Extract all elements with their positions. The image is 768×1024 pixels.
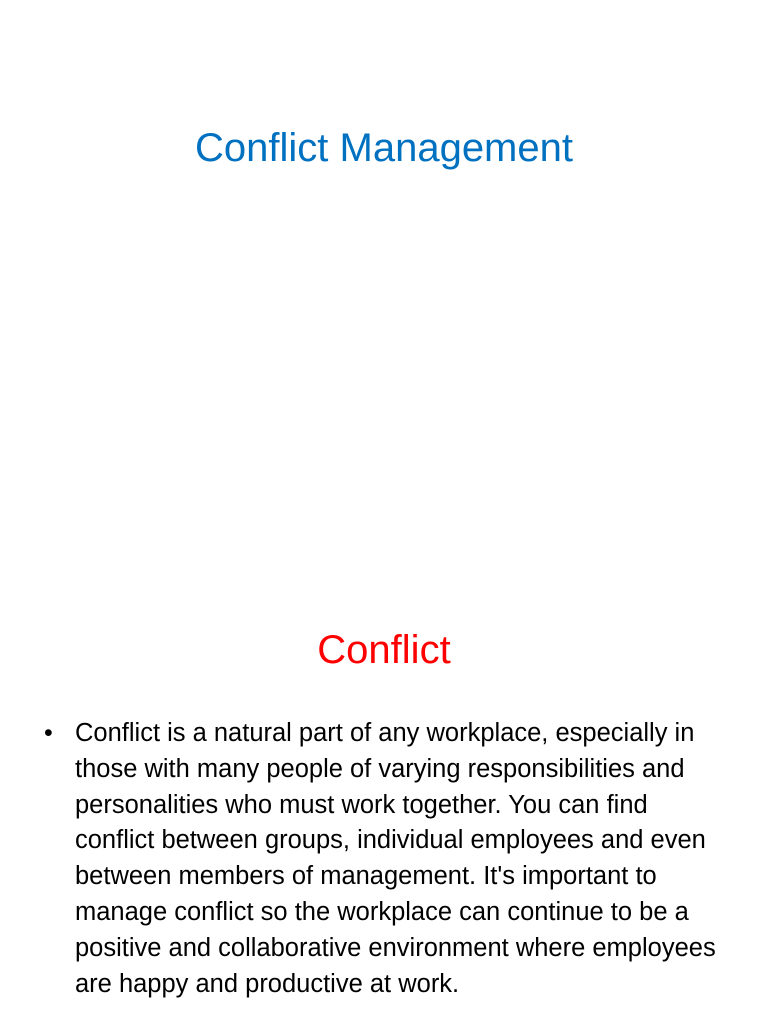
bullet-item	[44, 716, 734, 1002]
bullet-list	[44, 716, 734, 1002]
bullet-text: Conflict is a natural part of any workplace, especially in those with many people of varying responsibilities and personalities who must work together. You can find conflict between groups, individual employees and even between members of management. It's important to manage conflict so the workplace can continue to be a positive and collaborative environment where employees are happy and productive at work.	[75, 719, 716, 998]
slide-title-conflict-management: Conflict Management	[195, 126, 573, 170]
section-title-conflict: Conflict	[317, 628, 451, 672]
bullet-dot-icon: •	[44, 719, 53, 747]
